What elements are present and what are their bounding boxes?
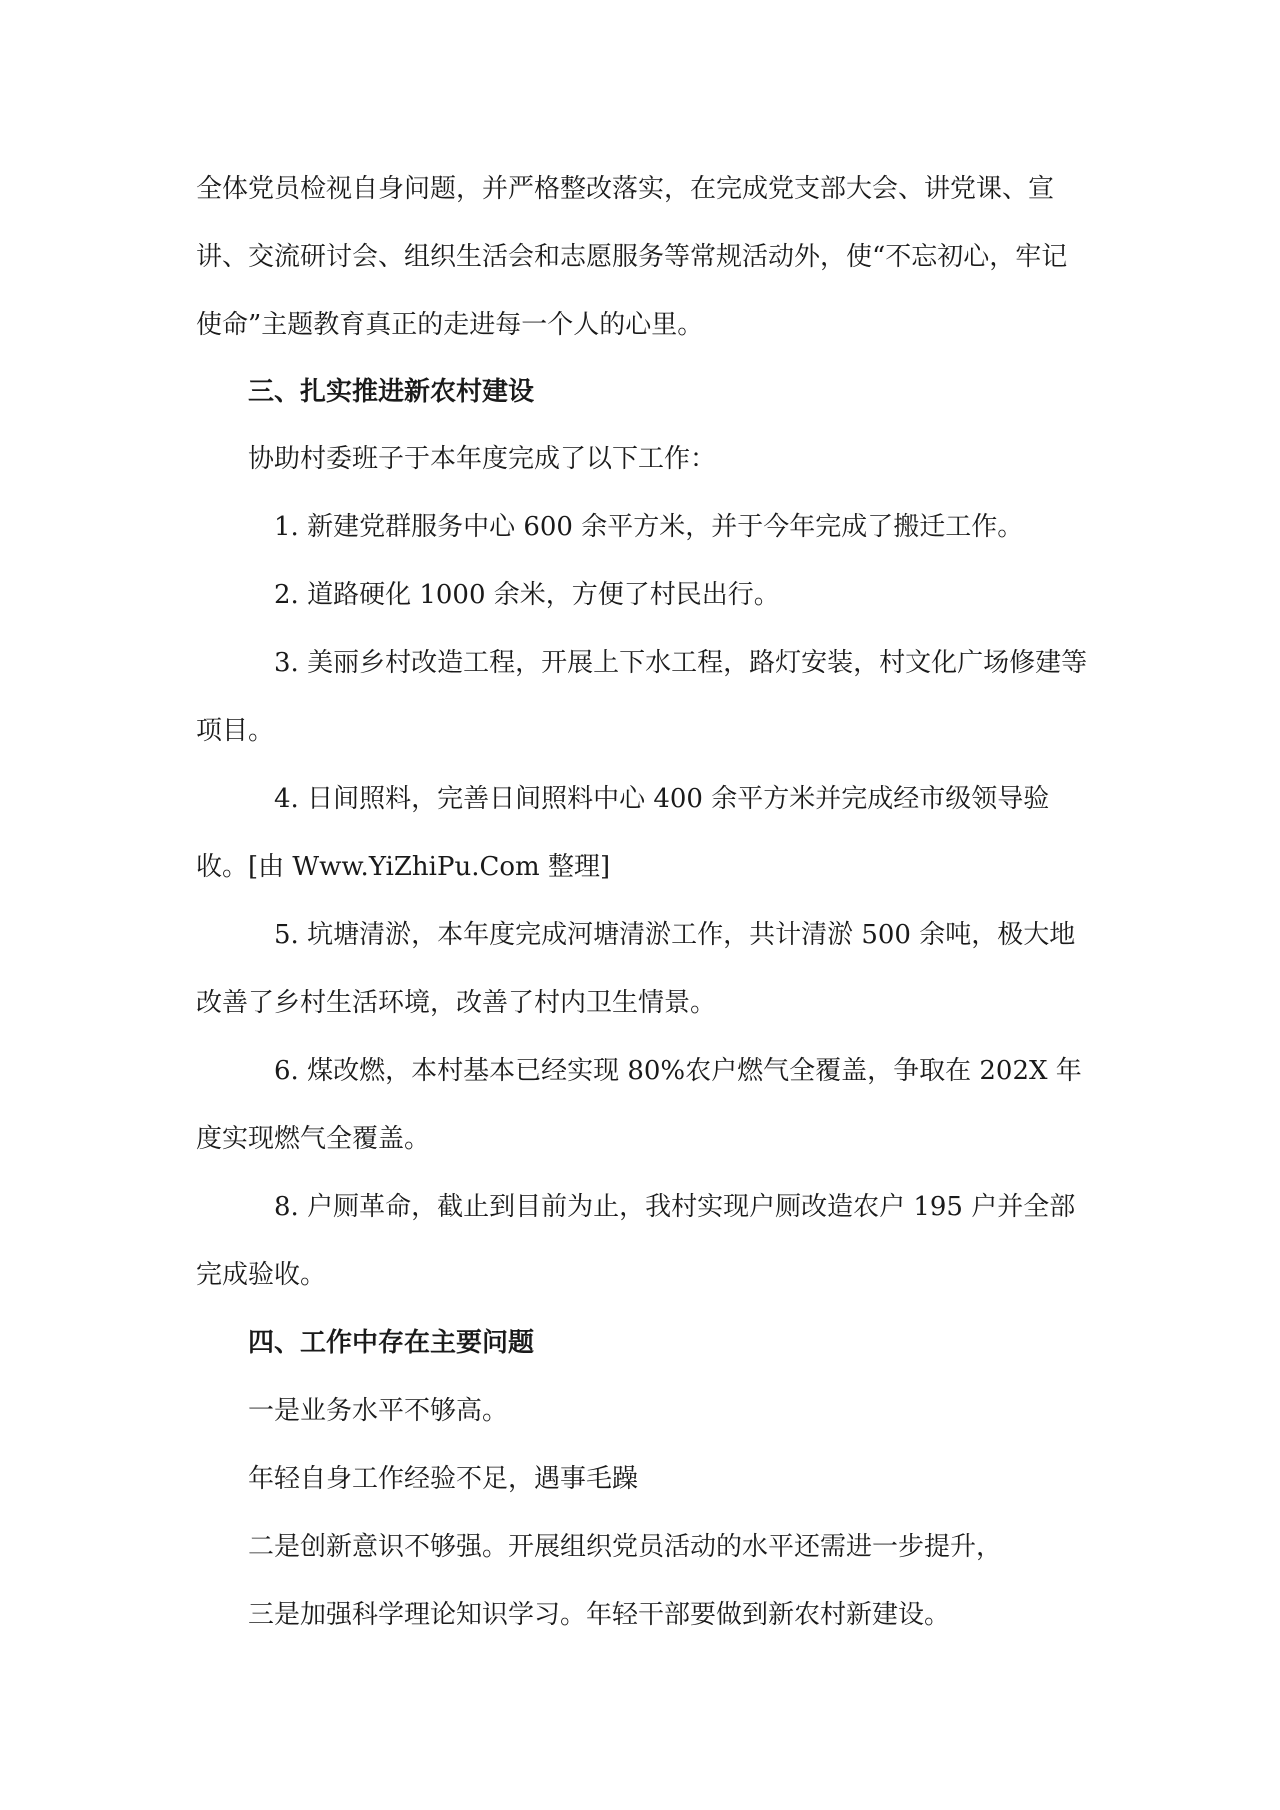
problem-line-1: 一是业务水平不够高。: [248, 1396, 509, 1426]
list-item-6: 6. 煤改燃，本村基本已经实现 80%农户燃气全覆盖，争取在 202X 年: [274, 1056, 1082, 1086]
list-item-6-continuation: 度实现燃气全覆盖。: [196, 1124, 431, 1154]
paragraph-line-1: 全体党员检视自身问题，并严格整改落实，在完成党支部大会、讲党课、宣: [196, 174, 1055, 204]
problem-line-3: 二是创新意识不够强。开展组织党员活动的水平还需进一步提升，: [248, 1532, 1003, 1562]
list-item-8-continuation: 完成验收。: [196, 1260, 327, 1290]
problem-line-4: 三是加强科学理论知识学习。年轻干部要做到新农村新建设。: [248, 1600, 951, 1630]
list-item-4: 4. 日间照料，完善日间照料中心 400 余平方米并完成经市级领导验: [274, 784, 1050, 814]
problem-line-2: 年轻自身工作经验不足，遇事毛躁: [248, 1464, 639, 1494]
intro-line: 协助村委班子于本年度完成了以下工作：: [248, 444, 717, 474]
paragraph-line-2: 讲、交流研讨会、组织生活会和志愿服务等常规活动外，使“不忘初心，牢记: [196, 242, 1068, 272]
section-heading-4: 四、工作中存在主要问题: [248, 1328, 535, 1358]
list-item-3-continuation: 项目。: [196, 716, 275, 746]
list-item-4-continuation: 收。[由 Www.YiZhiPu.Com 整理]: [196, 852, 611, 882]
list-item-3: 3. 美丽乡村改造工程，开展上下水工程，路灯安装，村文化广场修建等: [274, 648, 1088, 678]
paragraph-line-3: 使命”主题教育真正的走进每一个人的心里。: [196, 310, 704, 340]
list-item-2: 2. 道路硬化 1000 余米，方便了村民出行。: [274, 580, 780, 610]
section-heading-3: 三、扎实推进新农村建设: [248, 377, 535, 407]
list-item-1: 1. 新建党群服务中心 600 余平方米，并于今年完成了搬迁工作。: [274, 512, 1024, 542]
list-item-5: 5. 坑塘清淤，本年度完成河塘清淤工作，共计清淤 500 余吨，极大地: [274, 920, 1076, 950]
list-item-5-continuation: 改善了乡村生活环境，改善了村内卫生情景。: [196, 988, 717, 1018]
list-item-8: 8. 户厕革命，截止到目前为止，我村实现户厕改造农户 195 户并全部: [274, 1192, 1076, 1222]
